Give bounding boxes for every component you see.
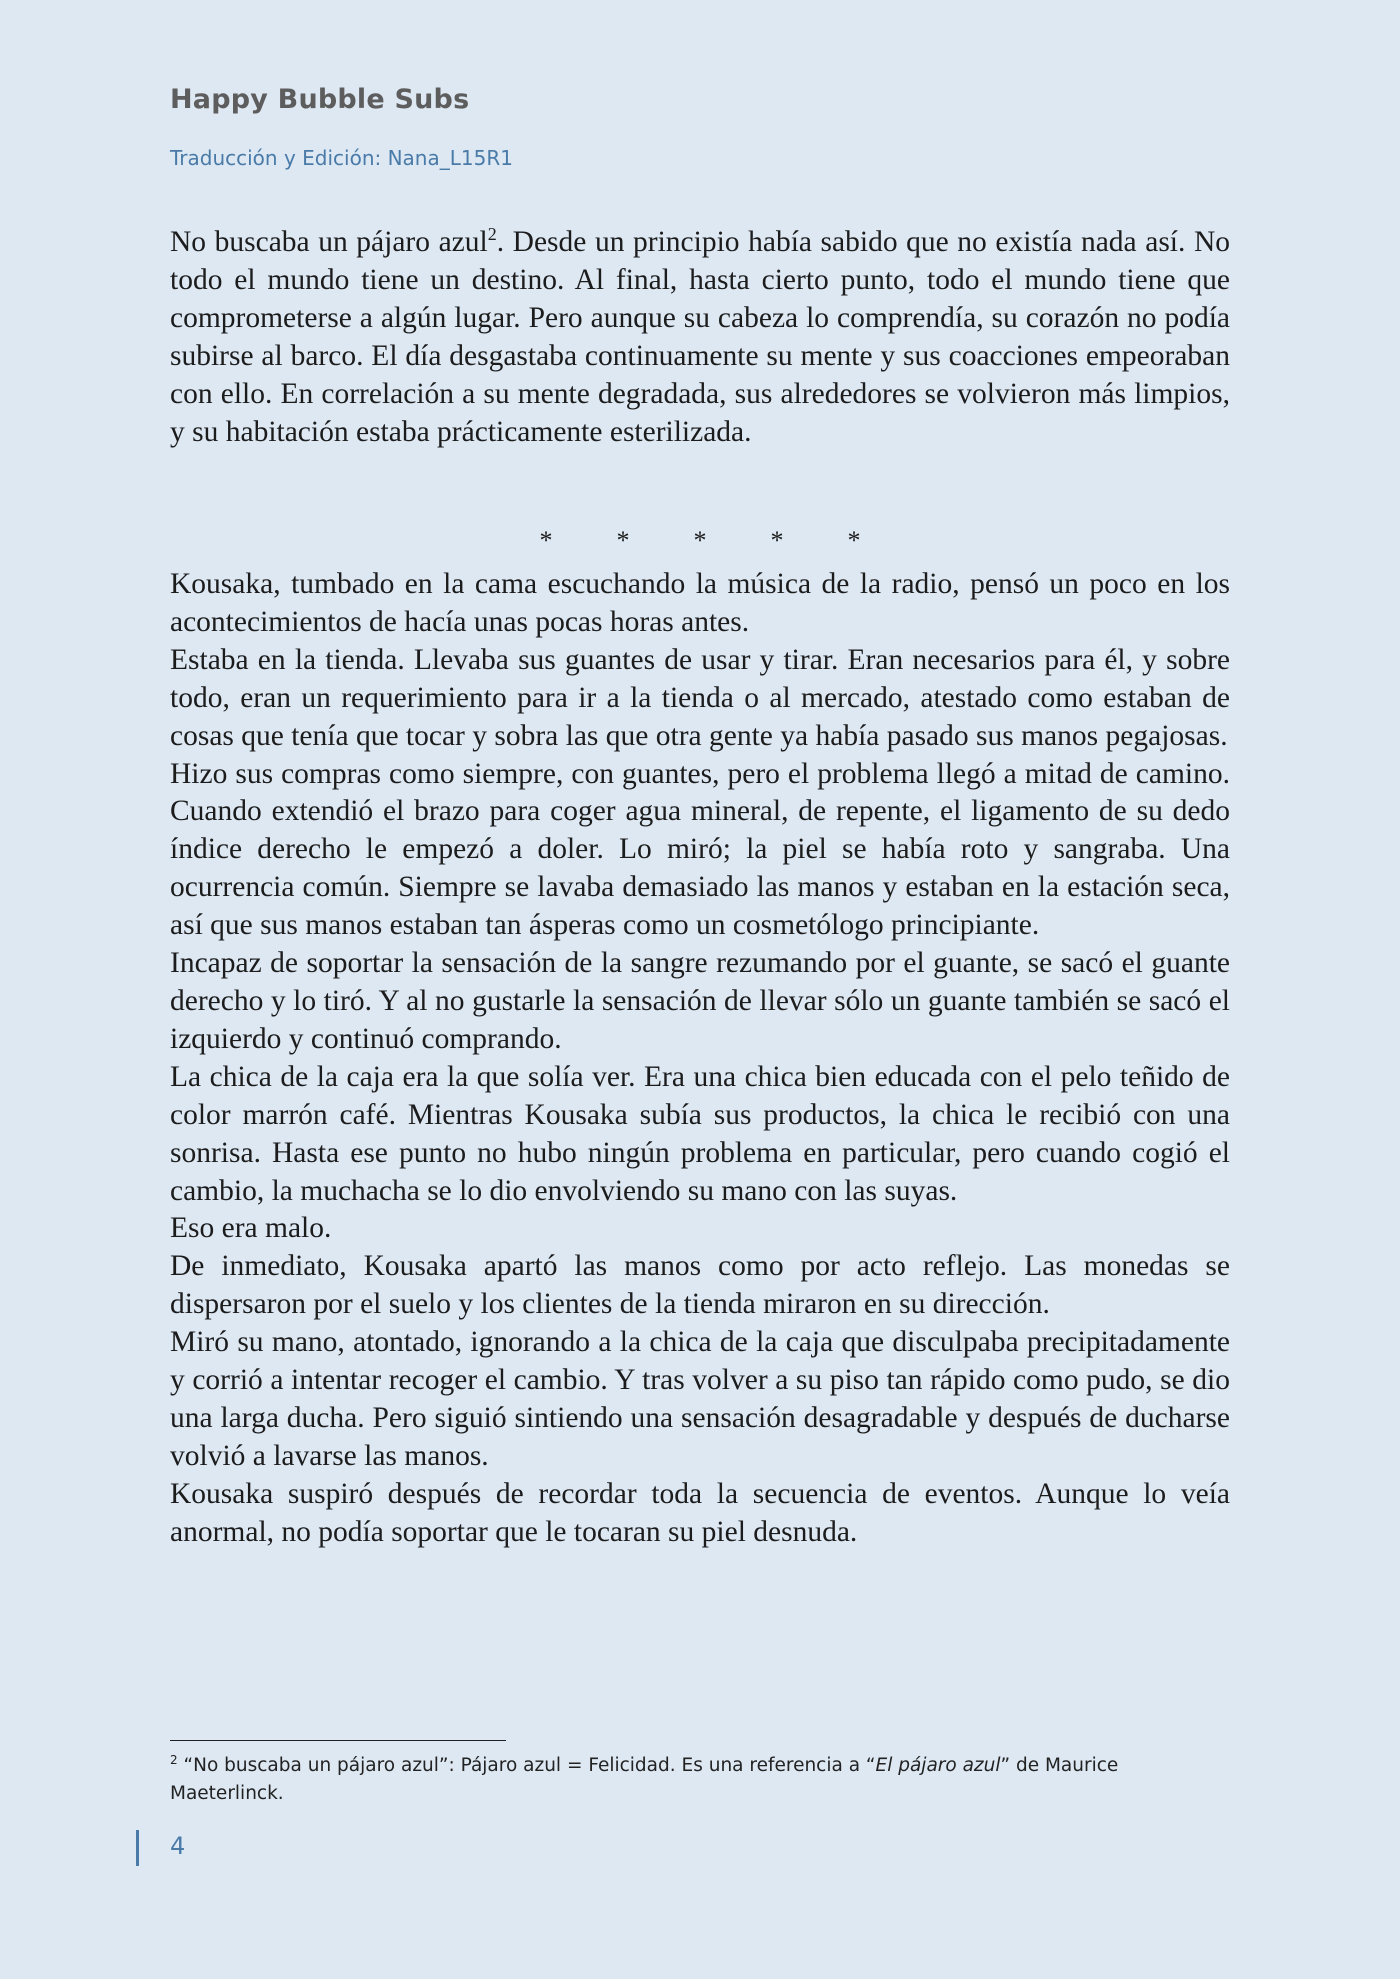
footnote-cited-title: El pájaro azul — [875, 1755, 1001, 1776]
footnote — [170, 1752, 1170, 1808]
footnote-reference[interactable]: 2 — [487, 224, 497, 245]
paragraph: Eso era malo. — [170, 1212, 332, 1245]
paragraph: Miró su mano, atontado, ignorando a la chica de la caja que disculpaba precipitadamente y corrió a intentar recoger el cambio. Y tras volver a su piso tan rápido como pudo, se dio una larga ducha. Pero siguió sintiendo una sensación desagradable y después de ducharse volvió a lavarse las manos. — [170, 1326, 1230, 1472]
paragraph: Incapaz de soportar la sensación de la sangre rezumando por el guante, se sacó el guante derecho y lo tiró. Y al no gustarle la sensación de llevar sólo un guante también se sacó el izquierdo y continuó comprando. — [170, 947, 1230, 1055]
footnote-marker: 2 — [170, 1752, 178, 1767]
footnote-text-end: ” de Maurice Maeterlinck. — [170, 1755, 1119, 1804]
header-credits: Traducción y Edición: Nana_L15R1 — [170, 146, 513, 170]
intro-text-start: No buscaba un pájaro azul — [170, 226, 488, 258]
page-number: 4 — [170, 1832, 186, 1860]
paragraph: Estaba en la tienda. Llevaba sus guantes de usar y tirar. Eran necesarios para él, y sobre todo, eran un requerimiento para ir a la tienda o al mercado, atestado como estaban de cosas que tenía que tocar y sobra las que otra gente ya había pasado sus manos pegajosas. — [170, 643, 1230, 752]
scene-separator — [0, 526, 1400, 556]
body-paragraphs — [170, 566, 1230, 1552]
paragraph: De inmediato, Kousaka apartó las manos como por acto reflejo. Las monedas se dispersaron por el suelo y los clientes de la tienda miraron en su dirección. — [170, 1250, 1230, 1321]
intro-text-end: . Desde un principio había sabido que no existía nada así. No todo el mundo tiene un destino. Al final, hasta cierto punto, todo el mundo tiene que comprometerse a algún lugar. Pero aunque su cabeza lo comprendía, su corazón no podía subirse al barco. El día desgastaba continuamente su mente y sus coacciones empeoraban con ello. En correlación a su mente degradada, sus alrededores se volvieron más limpios, y su habitación estaba prácticamente esterilizada. — [170, 226, 1230, 448]
paragraph: La chica de la caja era la que solía ver. Era una chica bien educada con el pelo teñido de color marrón café. Mientras Kousaka subía sus productos, la chica le recibió con una sonrisa. Hasta ese punto no hubo ningún problema en particular, pero cuando cogió el cambio, la muchacha se lo dio envolviendo su mano con las suyas. — [170, 1060, 1230, 1207]
separator-star: * — [539, 526, 553, 555]
separator-star: * — [616, 526, 630, 555]
header-title: Happy Bubble Subs — [170, 84, 470, 115]
separator-star: * — [847, 526, 861, 555]
separator-star: * — [693, 526, 707, 555]
separator-star: * — [770, 526, 784, 555]
page-number-bar — [136, 1830, 139, 1866]
intro-paragraph — [170, 224, 1230, 451]
footnote-divider — [170, 1740, 506, 1741]
footnote-text: “No buscaba un pájaro azul”: Pájaro azul = Felicidad. Es una referencia a “ — [177, 1755, 876, 1776]
paragraph: Hizo sus compras como siempre, con guantes, pero el problema llegó a mitad de camino. Cuando extendió el brazo para coger agua mineral, de repente, el ligamento de su dedo índice derecho le empezó a doler. Lo miró; la piel se había roto y sangraba. Una ocurrencia común. Siempre se lavaba demasiado las manos y estaban en la estación seca, así que sus manos estaban tan ásperas como un cosmetólogo principiante. — [170, 757, 1230, 942]
paragraph: Kousaka, tumbado en la cama escuchando la música de la radio, pensó un poco en los acontecimientos de hacía unas pocas horas antes. — [170, 568, 1230, 638]
paragraph: Kousaka suspiró después de recordar toda la secuencia de eventos. Aunque lo veía anormal, no podía soportar que le tocaran su piel desnuda. — [170, 1477, 1230, 1548]
